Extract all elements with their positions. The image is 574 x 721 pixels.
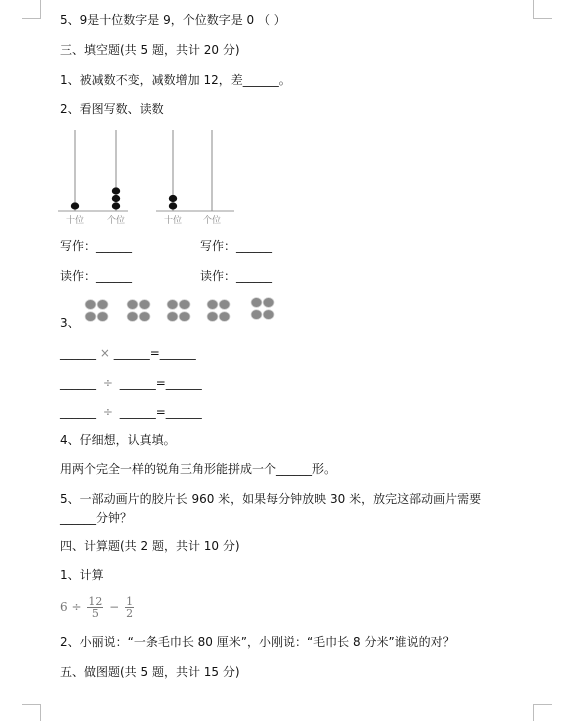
counter-piece [167, 300, 178, 310]
abacus-bead [112, 187, 120, 194]
counter-piece [179, 300, 190, 310]
abacus-label: 十位 [65, 216, 85, 226]
counter-piece [85, 312, 96, 322]
divide-sign: ÷ [102, 376, 113, 390]
counter-piece [263, 310, 274, 320]
equation-blank: ______ [60, 346, 96, 360]
crop-mark [22, 704, 41, 705]
abacus-label: 十位 [163, 216, 183, 226]
fill-question-5-cont: ______分钟？ [60, 511, 133, 525]
read-blank-2: 读作：______ [200, 269, 273, 283]
crop-mark [40, 0, 41, 18]
counter-piece [127, 300, 138, 310]
section-3-heading: 三、填空题(共 5 题，共计 20 分) [60, 43, 240, 57]
counter-piece [139, 300, 150, 310]
fill-question-1: 1、被减数不变，减数增加 12，差______。 [60, 73, 291, 87]
equation-blank: ______=______ [119, 376, 202, 390]
crop-mark [533, 704, 552, 705]
abacus-bead [71, 202, 79, 209]
calc-question-1: 1、计算 [60, 568, 104, 582]
counter-piece [207, 312, 218, 322]
counter-piece [251, 310, 262, 320]
equation-line-3 [60, 404, 202, 420]
equation-blank: ______=______ [119, 405, 202, 419]
counter-group [206, 298, 232, 324]
fraction-numerator: 12 [88, 595, 103, 608]
counter-piece [179, 312, 190, 322]
read-blank-1: 读作：______ [60, 269, 133, 283]
write-blank-1: 写作：______ [60, 239, 133, 253]
counter-group [126, 298, 152, 324]
counter-piece [97, 312, 108, 322]
counter-group [84, 298, 110, 324]
crop-mark [22, 18, 41, 19]
fraction-denominator: 5 [91, 607, 99, 620]
equation-blank: ______ [60, 405, 96, 419]
fraction-numerator: 1 [126, 595, 134, 608]
question-5-judge: 5、9是十位数字是 9，个位数字是 0 （ ） [60, 13, 286, 27]
divide-sign: ÷ [102, 405, 113, 419]
counter-piece [139, 312, 150, 322]
equation-blank: ______ [60, 376, 96, 390]
fraction [125, 596, 134, 619]
abacus-bead [169, 195, 177, 202]
fill-question-2: 2、看图写数、读数 [60, 102, 164, 116]
multiply-sign: × [99, 346, 110, 360]
abacus-bead [112, 202, 120, 209]
section-5-heading: 五、做图题(共 5 题，共计 15 分) [60, 665, 240, 679]
counter-group [166, 298, 192, 324]
expr-lead: 6 ÷ [60, 600, 82, 614]
counter-piece [97, 300, 108, 310]
counter-piece [263, 298, 274, 308]
fill-question-4: 4、仔细想，认真填。 [60, 433, 176, 447]
calc-expression [60, 594, 136, 620]
abacus-label: 个位 [202, 216, 222, 226]
equation-blank: ______=______ [113, 346, 196, 360]
fill-question-5: 5、一部动画片的胶片长 960 米，如果每分钟放映 30 米，放完这部动画片需要 [60, 492, 482, 506]
crop-mark [533, 705, 534, 721]
counter-piece [207, 300, 218, 310]
abacus-label: 个位 [106, 216, 126, 226]
equation-line-2 [60, 375, 202, 391]
fraction [87, 596, 103, 619]
minus-sign: − [109, 600, 120, 614]
abacus-bead [112, 195, 120, 202]
counter-piece [251, 298, 262, 308]
write-blank-2: 写作：______ [200, 239, 273, 253]
counter-piece [219, 312, 230, 322]
section-4-heading: 四、计算题(共 2 题，共计 10 分) [60, 539, 240, 553]
crop-mark [533, 18, 552, 19]
counter-piece [127, 312, 138, 322]
fill-question-4-text: 用两个完全一样的锐角三角形能拼成一个______形。 [60, 462, 337, 476]
calc-question-2: 2、小丽说：“一条毛巾长 80 厘米”，小刚说：“毛巾长 8 分米”谁说的对？ [60, 635, 455, 649]
equation-line-1 [60, 345, 196, 361]
counter-piece [167, 312, 178, 322]
counter-group [250, 296, 276, 322]
counter-piece [219, 300, 230, 310]
abacus-figure [58, 128, 238, 228]
fill-question-3-label: 3、 [60, 316, 80, 330]
crop-mark [40, 705, 41, 721]
fraction-denominator: 2 [126, 607, 134, 620]
crop-mark [533, 0, 534, 18]
counter-piece [85, 300, 96, 310]
abacus-bead [169, 202, 177, 209]
